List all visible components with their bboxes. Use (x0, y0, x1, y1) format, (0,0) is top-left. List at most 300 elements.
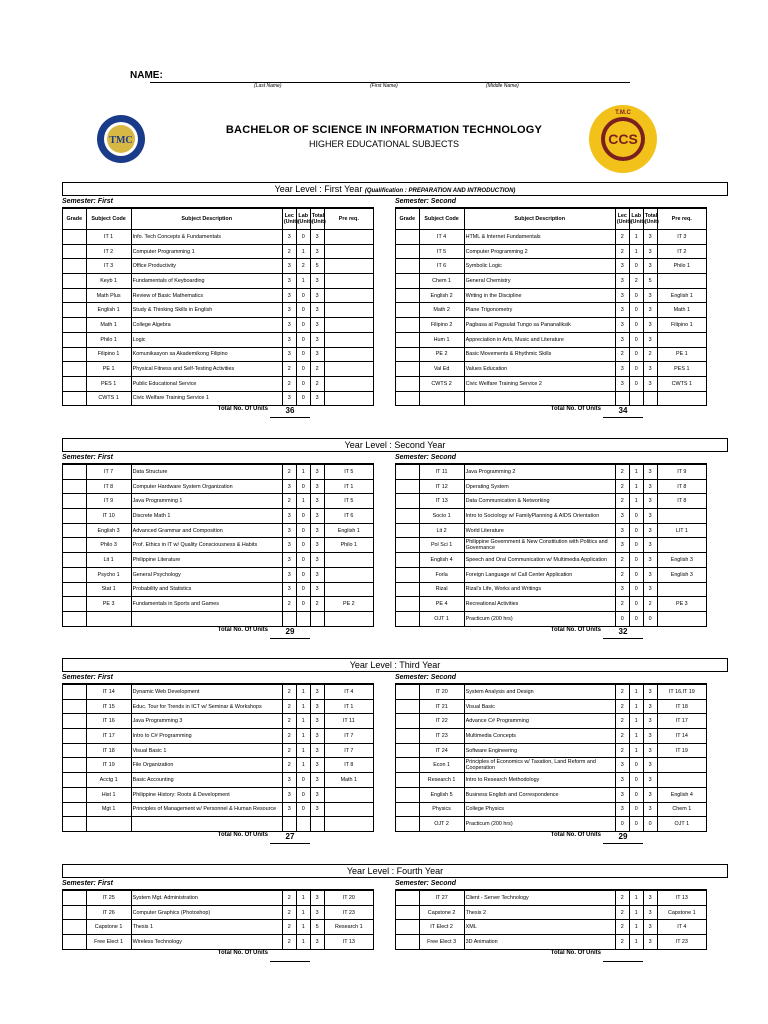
total-header: Total (Unit) (310, 209, 324, 230)
prereq: IT 6 (324, 509, 373, 524)
lab-units: 1 (296, 920, 310, 935)
subject-description: System Analysis and Design (464, 685, 615, 700)
subject-code: Physics (419, 802, 464, 817)
total-units: 3 (643, 362, 657, 377)
subject-description: Foreign Language w/ Call Center Application (464, 567, 615, 582)
subject-table (62, 208, 374, 406)
lab-units: 1 (296, 935, 310, 950)
subject-description: Principles of Management w/ Personnel & Human Resource (131, 802, 282, 817)
subject-row (63, 743, 374, 758)
subject-row (396, 259, 707, 274)
semester-label: Semester: Second (395, 878, 707, 890)
subject-description: Operating System (464, 479, 615, 494)
subject-row (63, 332, 374, 347)
grade-cell[interactable] (63, 699, 87, 714)
grade-cell[interactable] (63, 347, 87, 362)
grade-cell[interactable] (396, 465, 420, 480)
lec-units: 3 (282, 230, 296, 245)
grade-cell[interactable] (396, 773, 420, 788)
grade-cell[interactable] (63, 905, 87, 920)
grade-cell[interactable] (63, 787, 87, 802)
subject-row (63, 802, 374, 817)
grade-cell[interactable] (63, 685, 87, 700)
grade-cell[interactable] (63, 567, 87, 582)
lec-units: 2 (282, 905, 296, 920)
lec-units: 2 (282, 743, 296, 758)
lab-units: 0 (629, 758, 643, 773)
subject-description: Civic Welfare Training Service 2 (464, 376, 615, 391)
lec-units: 2 (282, 494, 296, 509)
prereq: IT 23 (324, 905, 373, 920)
prereq (657, 391, 706, 406)
grade-cell[interactable] (396, 582, 420, 597)
lec-units: 3 (282, 523, 296, 538)
grade-cell[interactable] (396, 935, 420, 950)
total-units: 3 (310, 773, 324, 788)
subject-code: IT Elect 2 (419, 920, 464, 935)
lec-units: 3 (615, 787, 629, 802)
lec-units: 2 (615, 920, 629, 935)
grade-cell[interactable] (63, 773, 87, 788)
grade-cell[interactable] (396, 523, 420, 538)
prereq-header: Pre req. (324, 209, 373, 230)
lec-units (282, 611, 296, 626)
subject-description: Logic (131, 332, 282, 347)
grade-cell[interactable] (396, 553, 420, 568)
prereq: IT 19 (657, 743, 706, 758)
qualification-label: (Qualification : PREPARATION AND INTRODUCTION) (364, 188, 516, 194)
subject-code: IT 7 (86, 465, 131, 480)
lec-units: 2 (615, 465, 629, 480)
total-units-value (603, 950, 643, 962)
lec-units: 3 (615, 259, 629, 274)
prereq: IT 11 (324, 714, 373, 729)
subject-row (396, 582, 707, 597)
lab-units: 1 (629, 905, 643, 920)
prereq: Philo 1 (657, 259, 706, 274)
grade-cell[interactable] (396, 920, 420, 935)
subject-code: Lit 1 (86, 553, 131, 568)
total-units: 5 (643, 274, 657, 289)
lab-units: 0 (296, 332, 310, 347)
lec-units: 2 (615, 347, 629, 362)
subject-description: World Literature (464, 523, 615, 538)
grade-cell[interactable] (396, 891, 420, 906)
lab-units: 0 (296, 391, 310, 406)
total-units: 3 (643, 553, 657, 568)
total-units: 3 (310, 699, 324, 714)
grade-cell[interactable] (63, 303, 87, 318)
grade-cell[interactable] (63, 332, 87, 347)
subject-description: Practicum (200 hrs) (464, 611, 615, 626)
prereq: PE 2 (324, 597, 373, 612)
grade-cell[interactable] (396, 332, 420, 347)
subject-description: Rizal's Life, Works and Writings (464, 582, 615, 597)
grade-cell[interactable] (396, 905, 420, 920)
total-units: 3 (643, 920, 657, 935)
total-units: 3 (310, 935, 324, 950)
grade-cell[interactable] (396, 303, 420, 318)
grade-cell[interactable] (63, 244, 87, 259)
lab-units: 0 (629, 376, 643, 391)
subject-description: 3D Animation (464, 935, 615, 950)
lab-units: 0 (296, 288, 310, 303)
total-units: 3 (310, 553, 324, 568)
subject-code: IT 22 (419, 714, 464, 729)
total-units-value: 32 (603, 627, 643, 639)
semester-label: Semester: First (62, 196, 374, 208)
lec-units: 3 (615, 582, 629, 597)
grade-cell[interactable] (63, 597, 87, 612)
semester-label: Semester: Second (395, 196, 707, 208)
total-units (643, 391, 657, 406)
subject-description: Probability and Statistics (131, 582, 282, 597)
subject-row (63, 553, 374, 568)
prereq: Filipino 1 (657, 318, 706, 333)
subject-code: Capstone 1 (86, 920, 131, 935)
total-units: 3 (310, 567, 324, 582)
subject-description: Public Educational Service (131, 376, 282, 391)
lec-units: 3 (282, 802, 296, 817)
subject-table (395, 684, 707, 832)
subject-code: IT 25 (86, 891, 131, 906)
total-units: 3 (310, 787, 324, 802)
total-units-value: 36 (270, 406, 310, 418)
grade-cell[interactable] (396, 758, 420, 773)
lab-units: 1 (629, 729, 643, 744)
grade-cell[interactable] (396, 347, 420, 362)
subject-table (62, 464, 374, 627)
lec-units: 2 (615, 685, 629, 700)
grade-cell[interactable] (396, 288, 420, 303)
total-units: 3 (643, 891, 657, 906)
prereq: IT 18 (657, 699, 706, 714)
subject-code (86, 817, 131, 832)
lab-units: 0 (296, 787, 310, 802)
total-units-value (270, 950, 310, 962)
year-level-bar (62, 438, 728, 452)
subject-code: IT 12 (419, 479, 464, 494)
grade-cell[interactable] (63, 376, 87, 391)
grade-cell[interactable] (63, 729, 87, 744)
total-header: Total (Unit) (643, 209, 657, 230)
lab-units: 1 (296, 465, 310, 480)
subject-table (395, 464, 707, 627)
lab-units: 1 (629, 244, 643, 259)
subject-code: Free Elect 3 (419, 935, 464, 950)
lec-units: 2 (615, 935, 629, 950)
total-units: 3 (643, 303, 657, 318)
total-units-row (62, 832, 374, 844)
grade-cell[interactable] (396, 259, 420, 274)
grade-cell[interactable] (63, 743, 87, 758)
prereq: IT 13 (324, 935, 373, 950)
subject-description: XML (464, 920, 615, 935)
total-units-row (395, 950, 707, 962)
subject-code: OJT 1 (419, 611, 464, 626)
subject-row (396, 773, 707, 788)
grade-cell[interactable] (396, 597, 420, 612)
subject-code: English 4 (419, 553, 464, 568)
grade-cell[interactable] (63, 817, 87, 832)
subject-row (396, 523, 707, 538)
subject-code: Research 1 (419, 773, 464, 788)
grade-cell[interactable] (63, 758, 87, 773)
prereq: IT 8 (657, 494, 706, 509)
grade-cell[interactable] (63, 465, 87, 480)
first-name-label: (First Name) (370, 83, 398, 89)
total-units: 3 (310, 729, 324, 744)
prereq: PE 3 (657, 597, 706, 612)
subject-description: Values Education (464, 362, 615, 377)
lec-units: 3 (615, 773, 629, 788)
subject-row (63, 817, 374, 832)
subject-description: Wireless Technology (131, 935, 282, 950)
subject-row (63, 274, 374, 289)
prereq: IT 14 (657, 729, 706, 744)
lec-units: 2 (282, 376, 296, 391)
total-units-value: 27 (270, 832, 310, 844)
lec-header: Lec (Unit) (282, 209, 296, 230)
semester-second (395, 672, 728, 844)
grade-cell[interactable] (396, 787, 420, 802)
grade-cell[interactable] (63, 553, 87, 568)
subject-row (396, 391, 707, 406)
grade-cell[interactable] (63, 582, 87, 597)
prereq (324, 347, 373, 362)
subject-code-header: Subject Code (419, 209, 464, 230)
grade-cell[interactable] (63, 523, 87, 538)
prereq: IT 23 (657, 935, 706, 950)
subject-row (63, 567, 374, 582)
total-units-label: Total No. Of Units (550, 626, 601, 633)
grade-cell[interactable] (63, 288, 87, 303)
subject-row (396, 303, 707, 318)
lab-units: 1 (629, 685, 643, 700)
subject-code: IT 3 (86, 259, 131, 274)
subject-code: IT 24 (419, 743, 464, 758)
subject-row (63, 391, 374, 406)
grade-cell[interactable] (63, 391, 87, 406)
subject-description: Thesis 2 (464, 905, 615, 920)
grade-cell[interactable] (63, 259, 87, 274)
grade-cell[interactable] (63, 230, 87, 245)
subject-code: Philo 1 (86, 332, 131, 347)
subject-code: PE 2 (419, 347, 464, 362)
lec-units: 2 (282, 891, 296, 906)
subject-row (396, 817, 707, 832)
lab-units: 0 (296, 553, 310, 568)
prereq: IT 20 (324, 891, 373, 906)
grade-cell[interactable] (396, 274, 420, 289)
lec-units: 2 (615, 230, 629, 245)
grade-cell[interactable] (396, 479, 420, 494)
subject-code: CWTS 2 (419, 376, 464, 391)
grade-cell[interactable] (63, 479, 87, 494)
total-units: 3 (310, 303, 324, 318)
grade-cell[interactable] (396, 685, 420, 700)
grade-cell[interactable] (63, 509, 87, 524)
grade-cell[interactable] (396, 699, 420, 714)
subject-code: Pol Sci 1 (419, 538, 464, 553)
lab-units: 1 (296, 274, 310, 289)
total-units: 2 (310, 376, 324, 391)
semester-label: Semester: First (62, 878, 374, 890)
prereq: IT 9 (657, 465, 706, 480)
subject-row (63, 288, 374, 303)
prereq (657, 538, 706, 553)
grade-cell[interactable] (396, 362, 420, 377)
subject-description: Philippine Government & New Constitution with Politics and Governance (464, 538, 615, 553)
subject-row (63, 509, 374, 524)
grade-cell[interactable] (396, 376, 420, 391)
subject-code: English 5 (419, 787, 464, 802)
prereq: English 4 (657, 787, 706, 802)
grade-cell[interactable] (63, 891, 87, 906)
subject-description: Review of Basic Mathematics (131, 288, 282, 303)
subject-description: Multimedia Concepts (464, 729, 615, 744)
year-level-label: Year Level : Second Year (344, 440, 446, 450)
subject-row (396, 230, 707, 245)
last-name-label: (Last Name) (254, 83, 282, 89)
subject-row (396, 362, 707, 377)
subject-description: Intro to Sociology w/ FamilyPlanning & AIDS Orientation (464, 509, 615, 524)
subject-description: Java Programming 1 (131, 494, 282, 509)
lec-units: 3 (282, 274, 296, 289)
subject-description: Data Structure (131, 465, 282, 480)
subject-code: PES 1 (86, 376, 131, 391)
lec-units: 2 (615, 553, 629, 568)
total-units: 3 (310, 538, 324, 553)
subject-description-header: Subject Description (131, 209, 282, 230)
lab-units: 0 (629, 538, 643, 553)
ccs-logo (588, 104, 658, 174)
semester-first (62, 878, 395, 962)
total-units: 3 (643, 288, 657, 303)
subject-row (396, 729, 707, 744)
total-units: 3 (310, 391, 324, 406)
grade-cell[interactable] (396, 494, 420, 509)
subject-description: Principles of Economics w/ Taxation, Land Reform and Cooperation (464, 758, 615, 773)
total-units: 3 (643, 523, 657, 538)
lec-units: 2 (282, 699, 296, 714)
grade-cell[interactable] (63, 274, 87, 289)
subject-description: Writing in the Discipline (464, 288, 615, 303)
lab-units: 0 (296, 509, 310, 524)
grade-cell[interactable] (63, 318, 87, 333)
subject-row (396, 288, 707, 303)
lab-units: 0 (629, 597, 643, 612)
grade-cell[interactable] (396, 714, 420, 729)
subject-description: Software Engineering (464, 743, 615, 758)
prereq: IT 5 (324, 465, 373, 480)
total-units-value: 29 (603, 832, 643, 844)
semester-second (395, 452, 728, 639)
total-units: 3 (310, 523, 324, 538)
grade-cell[interactable] (396, 244, 420, 259)
grade-cell[interactable] (63, 538, 87, 553)
lec-units: 2 (615, 494, 629, 509)
subject-code: IT 11 (419, 465, 464, 480)
grade-cell[interactable] (396, 817, 420, 832)
grade-cell[interactable] (396, 318, 420, 333)
grade-cell[interactable] (63, 935, 87, 950)
total-units: 3 (643, 685, 657, 700)
subject-description: Pagbasa at Pagsulat Tungo sa Pananaliksik (464, 318, 615, 333)
total-units-label: Total No. Of Units (217, 831, 268, 838)
grade-cell[interactable] (396, 509, 420, 524)
grade-cell[interactable] (63, 714, 87, 729)
grade-cell[interactable] (396, 567, 420, 582)
prereq: IT 16,IT 19 (657, 685, 706, 700)
grade-cell[interactable] (396, 538, 420, 553)
prereq (324, 303, 373, 318)
total-units-label: Total No. Of Units (217, 949, 268, 956)
subject-description: Plane Trigonometry (464, 303, 615, 318)
lab-units: 1 (296, 494, 310, 509)
total-units: 3 (310, 509, 324, 524)
subject-code: English 1 (86, 303, 131, 318)
total-units: 3 (643, 773, 657, 788)
prereq (657, 509, 706, 524)
prereq: IT 8 (324, 758, 373, 773)
total-units-label: Total No. Of Units (550, 406, 601, 413)
prereq: PE 1 (657, 347, 706, 362)
subject-code: Lit 2 (419, 523, 464, 538)
prereq: Chem 1 (657, 802, 706, 817)
semester-first (62, 452, 395, 639)
prereq: IT 8 (657, 479, 706, 494)
year-level-label: Year Level : First Year (274, 184, 363, 194)
prereq: English 1 (657, 288, 706, 303)
grade-cell[interactable] (396, 391, 420, 406)
semester-first (62, 196, 395, 418)
prereq: English 3 (657, 553, 706, 568)
subject-code: IT 19 (86, 758, 131, 773)
lab-units: 1 (296, 758, 310, 773)
grade-cell[interactable] (396, 230, 420, 245)
semester-label: Semester: Second (395, 672, 707, 684)
subject-row (63, 787, 374, 802)
lab-header: Lab (Unit) (296, 209, 310, 230)
grade-cell[interactable] (63, 802, 87, 817)
grade-cell[interactable] (396, 743, 420, 758)
grade-cell[interactable] (396, 802, 420, 817)
year-level-bar (62, 658, 728, 672)
total-units-value: 34 (603, 406, 643, 418)
subject-description: File Organization (131, 758, 282, 773)
subject-code: IT 2 (86, 244, 131, 259)
grade-cell[interactable] (396, 729, 420, 744)
prereq: IT 13 (657, 891, 706, 906)
subject-code: Acctg 1 (86, 773, 131, 788)
grade-cell[interactable] (63, 611, 87, 626)
grade-cell[interactable] (63, 920, 87, 935)
total-units: 3 (643, 714, 657, 729)
year-level-bar (62, 182, 728, 196)
subject-code: IT 17 (86, 729, 131, 744)
grade-cell[interactable] (63, 362, 87, 377)
lec-units: 2 (615, 743, 629, 758)
grade-cell[interactable] (63, 494, 87, 509)
grade-cell[interactable] (396, 611, 420, 626)
subject-row (63, 582, 374, 597)
total-units: 5 (310, 920, 324, 935)
total-units: 3 (310, 347, 324, 362)
subject-code: Val Ed (419, 362, 464, 377)
lec-units: 3 (282, 567, 296, 582)
subject-code: IT 1 (86, 230, 131, 245)
